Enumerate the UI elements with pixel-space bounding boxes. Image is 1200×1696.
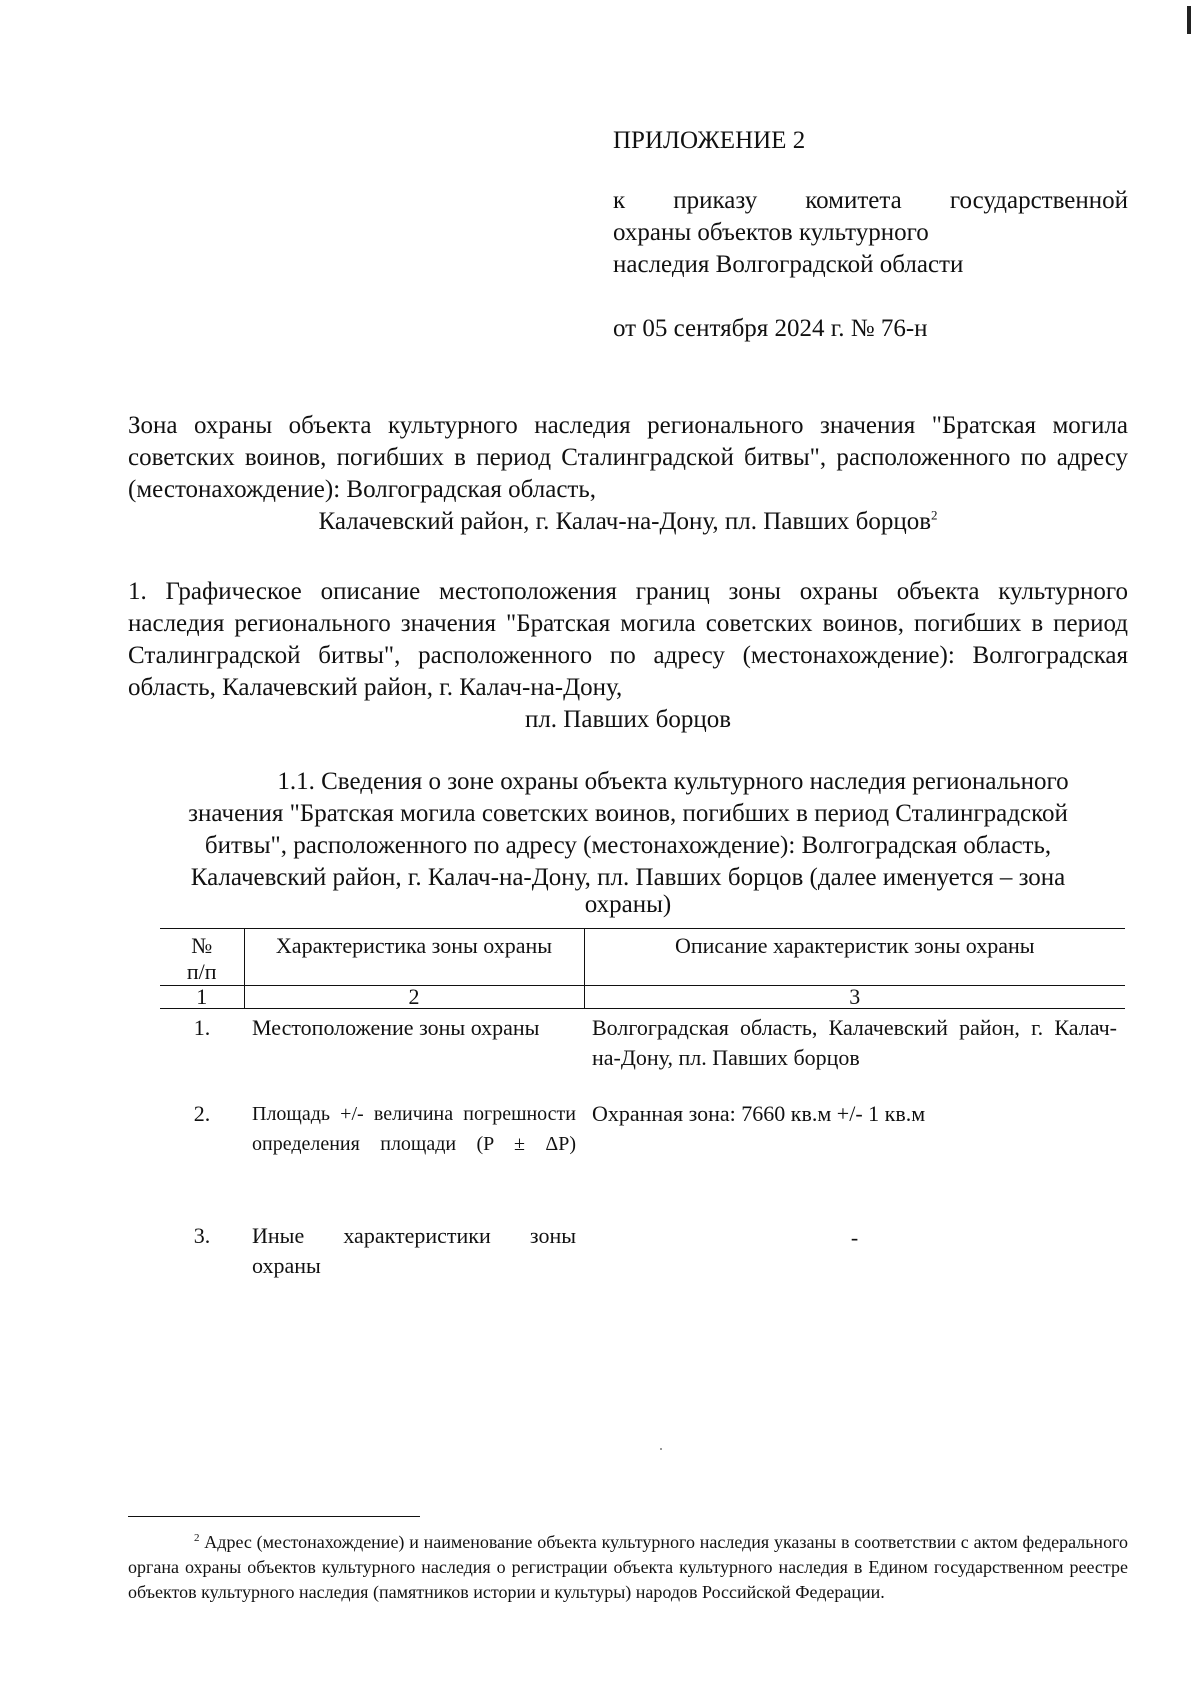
row-number: 3. (193, 1223, 211, 1248)
table-row (160, 1009, 1125, 1096)
zone-heading-last-line (128, 506, 1128, 538)
footnote-divider (128, 1516, 420, 1517)
zone-heading (128, 410, 1128, 538)
column-number: 2 (244, 986, 584, 1009)
row-characteristic: Площадь +/- величина погрешности определения площади (P ± ΔP) (252, 1103, 576, 1155)
header-number-line2: п/п (186, 959, 217, 984)
header-description: Описание характеристик зоны охраны (584, 929, 1125, 986)
section-1-last-line: пл. Павших борцов (524, 706, 732, 733)
appendix-title: ПРИЛОЖЕНИЕ 2 (613, 127, 806, 154)
table-row (160, 1217, 1125, 1281)
table-column-numbers-row (160, 986, 1125, 1009)
scan-speck (660, 1448, 662, 1450)
row-description: - (850, 1225, 859, 1250)
footnote-mark: 2 (194, 1532, 200, 1544)
row-characteristic: Местоположение зоны охраны (252, 1015, 540, 1040)
zone-heading-text: Зона охраны объекта культурного наследия регионального значения "Братская могила советских воинов, погибших в период Сталинградской битвы", расположенного по адресу (местонахождение): Волгоградская область, (128, 412, 1128, 503)
order-reference-line1: к приказу комитета государственной (613, 187, 1128, 214)
header-characteristic: Характеристика зоны охраны (244, 929, 584, 986)
section-1 (128, 576, 1128, 736)
subsection-line1: 1.1. Сведения о зоне охраны объекта культурного наследия регионального (277, 768, 1069, 795)
appendix-header (613, 125, 1128, 345)
footnote-reference: 2 (931, 507, 938, 523)
footnote (128, 1530, 1128, 1605)
row-characteristic: Иные характеристики зоны охраны (252, 1223, 576, 1278)
subsection-line3: битвы", расположенного по адресу (местонахождение): Волгоградская область, (204, 832, 1052, 859)
order-reference (613, 185, 1128, 281)
row-description: Волгоградская область, Калачевский район, г. Калач-на-Дону, пл. Павших борцов (592, 1015, 1117, 1070)
table-row (160, 1095, 1125, 1217)
footnote-body (128, 1530, 1128, 1605)
row-description: Охранная зона: 7660 кв.м +/- 1 кв.м (592, 1101, 926, 1126)
subsection-1-1 (128, 766, 1128, 916)
row-number: 2. (193, 1101, 211, 1126)
section-1-text: 1. Графическое описание местоположения границ зоны охраны объекта культурного наследия регионального значения "Братская могила советских воинов, погибших в период Сталинградской битвы", расположенного по адресу (местонахождение): Волгоградская область, Калачевский район, г. Калач-на-Дону, (128, 578, 1128, 701)
table-header-row (160, 929, 1125, 986)
order-reference-line2: охраны объектов культурного (613, 219, 929, 246)
subsection-line4: Калачевский район, г. Калач-на-Дону, пл. Павших борцов (далее именуется – зона (190, 864, 1066, 891)
row-number: 1. (193, 1015, 211, 1040)
subsection-line5: охраны) (584, 891, 672, 918)
order-date: от 05 сентября 2024 г. № 76-н (613, 315, 928, 342)
footnote-text: Адрес (местонахождение) и наименование объекта культурного наследия указаны в соответствии с актом федерального органа охраны объектов культурного наследия о регистрации объекта культурного наследия в Едином государственном реестре объектов культурного наследия (памятников истории и культуры) народов Российской Федерации. (128, 1532, 1129, 1602)
order-reference-line3: наследия Волгоградской области (613, 251, 964, 278)
scan-mark (1187, 6, 1191, 34)
zone-table (160, 928, 1125, 1281)
zone-heading-address: Калачевский район, г. Калач-на-Дону, пл. Павших борцов (318, 508, 932, 535)
header-number (160, 929, 244, 986)
subsection-line2: значения "Братская могила советских воинов, погибших в период Сталинградской (188, 800, 1068, 827)
header-number-line1: № (191, 933, 213, 958)
column-number: 1 (160, 986, 244, 1009)
column-number: 3 (584, 986, 1125, 1009)
